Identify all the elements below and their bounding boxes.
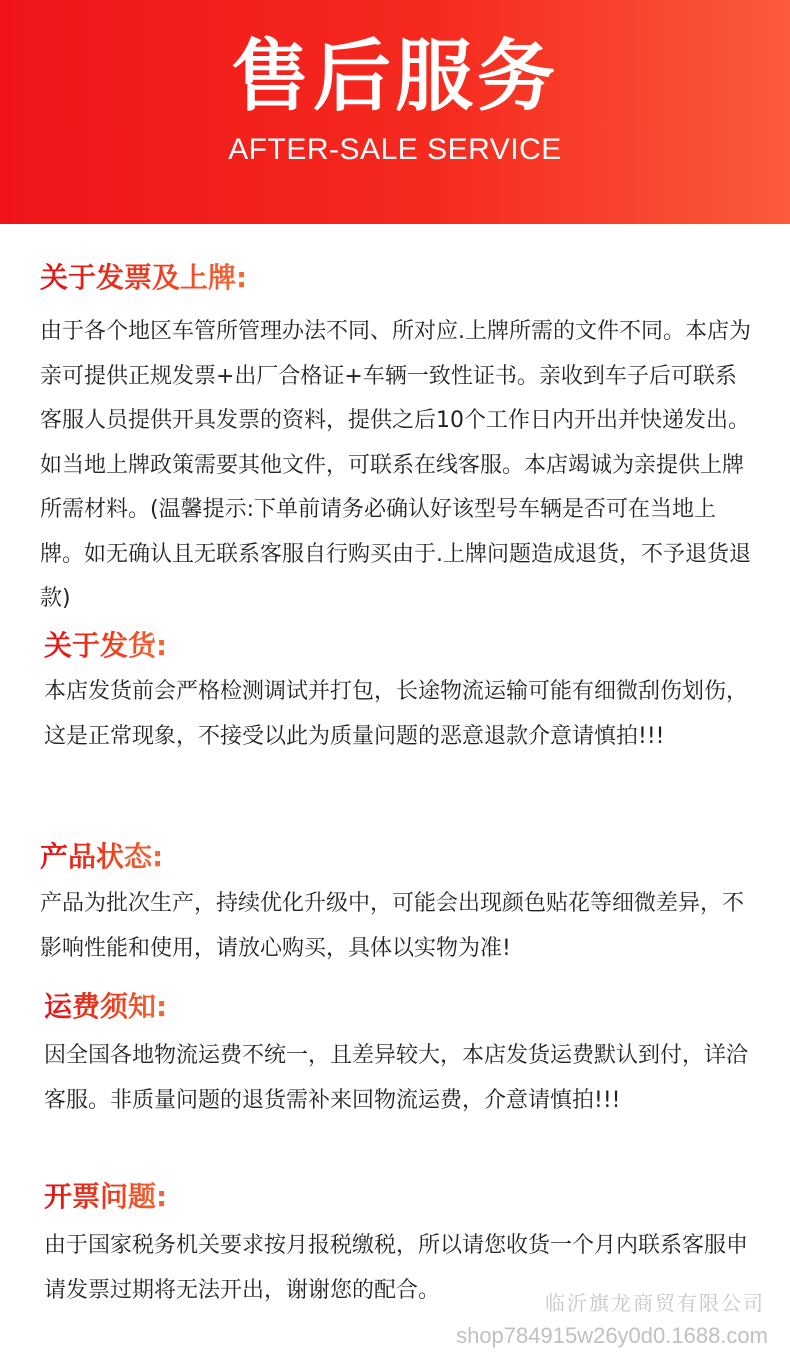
section-heading-invoice-registration: 关于发票及上牌: [40, 258, 247, 298]
section-body-invoicing: 由于国家税务机关要求按月报税缴税，所以请您收货一个月内联系客服申请发票过期将无法开出，谢谢您的配合。 [44, 1233, 749, 1303]
header-banner [0, 0, 790, 224]
section-body-invoice-registration: 由于各个地区车管所管理办法不同、所对应.上牌所需的文件不同。本店为亲可提供正规发票+出厂合格证+车辆一致性证书。亲收到车子后可联系客服人员提供开具发票的资料，提供之后10个工作日内开出并快递发出。如当地上牌政策需要其他文件，可联系在线客服。本店竭诚为亲提供上牌所需材料。(温馨提示:下单前请务必确认好该型号车辆是否可在当地上牌。如无确认且无联系客服自行购买由于.上牌问题造成退货，不予退货退款) [40, 319, 751, 611]
section-heading-shipping: 关于发货: [44, 626, 167, 666]
shop-url-watermark: shop784915w26y0d0.1688.com [456, 1323, 768, 1348]
company-watermark: 临沂旗龙商贸有限公司 [545, 1291, 765, 1315]
section-body-freight-notice: 因全国各地物流运费不统一，且差异较大，本店发货运费默认到付，详洽客服。非质量问题的退货需补来回物流运费，介意请慎拍!!! [44, 1043, 749, 1113]
section-body-product-status: 产品为批次生产，持续优化升级中，可能会出现颜色贴花等细微差异，不影响性能和使用，请放心购买，具体以实物为准! [40, 891, 745, 961]
section-heading-freight-notice: 运费须知: [44, 987, 167, 1027]
page-subtitle: AFTER-SALE SERVICE [228, 133, 562, 166]
page-title: 售后服务 [230, 32, 559, 122]
section-heading-invoicing: 开票问题: [44, 1177, 167, 1217]
section-heading-product-status: 产品状态: [40, 837, 163, 877]
section-body-shipping: 本店发货前会严格检测调试并打包，长途物流运输可能有细微刮伤划伤，这是正常现象，不接受以此为质量问题的恶意退款介意请慎拍!!! [44, 679, 749, 749]
